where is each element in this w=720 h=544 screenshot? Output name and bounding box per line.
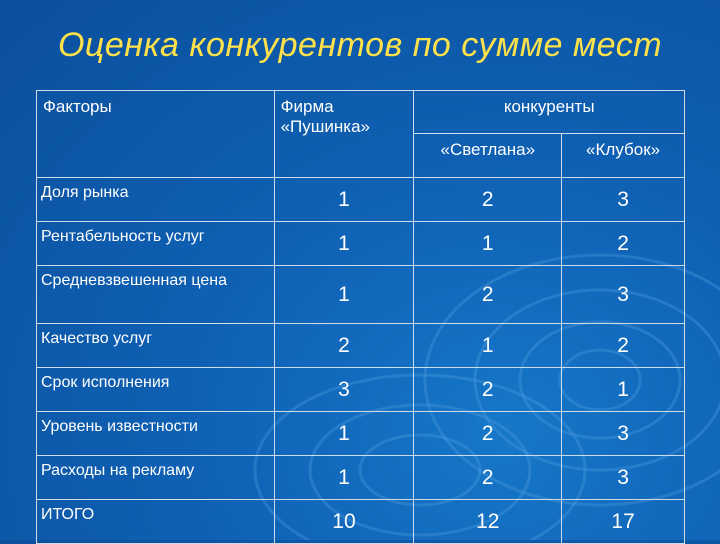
cell-firm: 1 [274,222,414,266]
row-label: Рентабельность услуг [37,222,275,266]
header-firm: Фирма «Пушинка» [274,91,414,178]
cell-firm: 3 [274,368,414,412]
cell-firm: 2 [274,324,414,368]
header-comp1: «Светлана» [414,134,562,178]
cell-firm: 1 [274,412,414,456]
cell-comp2: 3 [562,178,685,222]
table-row-total [37,500,685,544]
cell-comp1: 2 [414,368,562,412]
table-row [37,266,685,324]
cell-comp2: 17 [562,500,685,544]
table-row [37,178,685,222]
row-label: ИТОГО [37,500,275,544]
cell-comp2: 3 [562,266,685,324]
cell-comp2: 2 [562,222,685,266]
row-label: Срок исполнения [37,368,275,412]
row-label: Уровень известности [37,412,275,456]
cell-firm: 1 [274,178,414,222]
competitor-table [36,90,685,544]
table-row [37,222,685,266]
row-label: Средневзвешенная цена [37,266,275,324]
cell-comp2: 1 [562,368,685,412]
header-competitors: конкуренты [414,91,685,134]
row-label: Доля рынка [37,178,275,222]
cell-comp1: 1 [414,324,562,368]
cell-comp1: 2 [414,266,562,324]
cell-firm: 1 [274,456,414,500]
cell-comp2: 3 [562,412,685,456]
cell-comp2: 2 [562,324,685,368]
header-factors: Факторы [37,91,275,178]
cell-comp1: 2 [414,456,562,500]
cell-comp1: 2 [414,412,562,456]
table-row [37,412,685,456]
cell-comp2: 3 [562,456,685,500]
table-row [37,368,685,412]
row-label: Качество услуг [37,324,275,368]
cell-comp1: 12 [414,500,562,544]
cell-firm: 1 [274,266,414,324]
row-label: Расходы на рекламу [37,456,275,500]
page-title: Оценка конкурентов по сумме мест [57,26,663,64]
cell-comp1: 2 [414,178,562,222]
table-row [37,456,685,500]
table-row [37,324,685,368]
header-comp2: «Клубок» [562,134,685,178]
cell-firm: 10 [274,500,414,544]
cell-comp1: 1 [414,222,562,266]
